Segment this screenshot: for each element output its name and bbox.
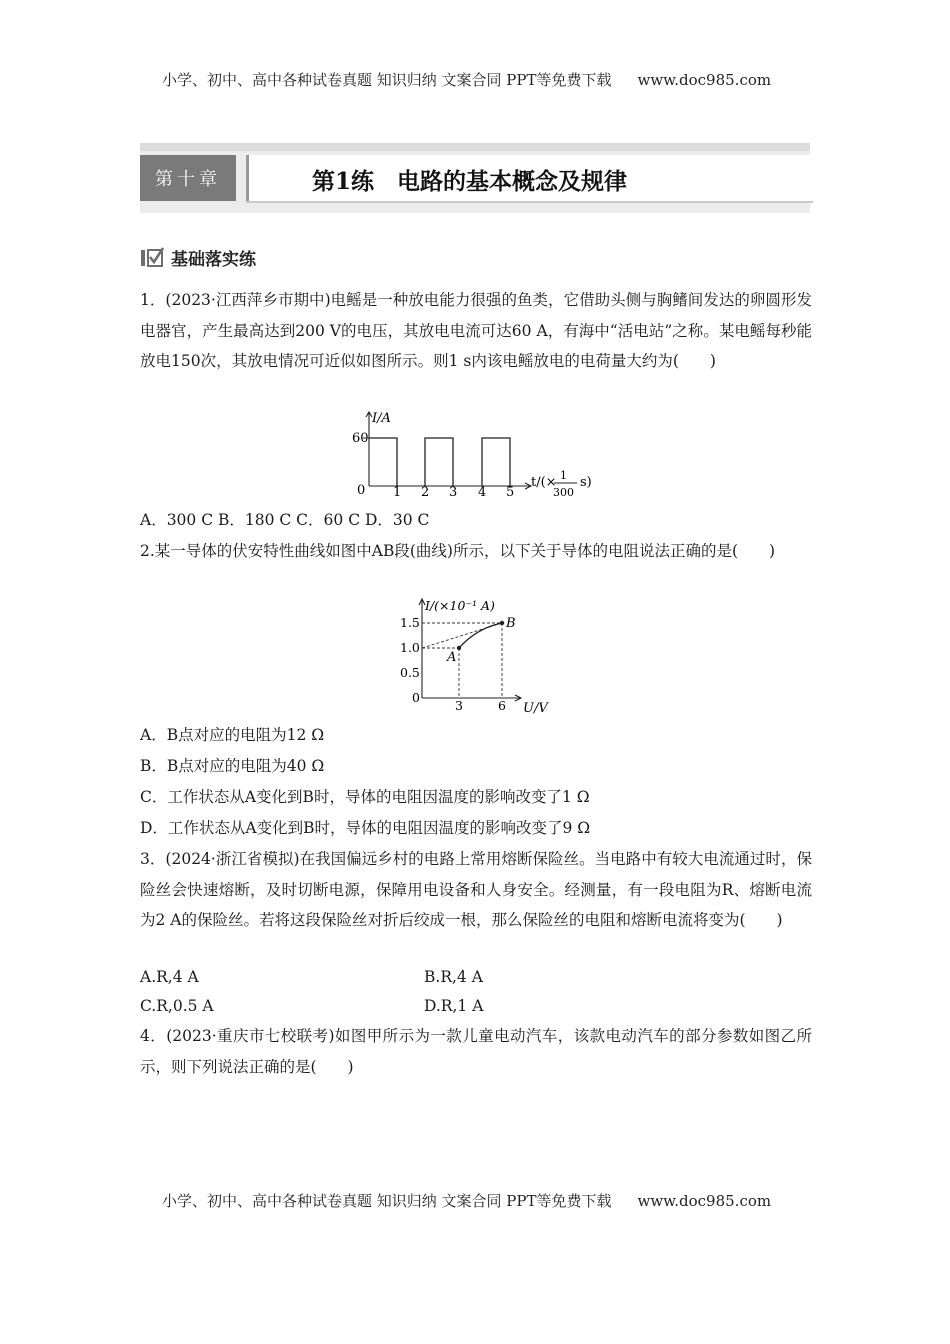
chapter-label: 第十章	[140, 155, 236, 201]
question-2-option-a: A．B点对应的电阻为12 Ω	[140, 726, 325, 744]
y-tick-0-5: 0.5	[400, 665, 420, 680]
y-axis-label: I/(×10⁻¹ A)	[425, 598, 495, 613]
point-a-marker	[457, 646, 461, 650]
curve-ab	[459, 623, 502, 648]
x-tick-6: 6	[498, 698, 506, 713]
section-title: 基础落实练	[171, 250, 256, 270]
question-1-stem: 1．(2023·江西萍乡市期中)电鳐是一种放电能力很强的鱼类，它借助头侧与胸鳍间发达的卵圆形发电器官，产生最高达到200 V的电压，其放电电流可达60 A，有海中“活电站”之称。某电鳐每秒能放电150次，其放电情况可近似如图所示。则1 s内该电鳐放电的电荷量大约为( )	[140, 291, 812, 370]
x-tick-1: 1	[393, 485, 402, 500]
question-3-option-c: C.R,0.5 A	[140, 997, 214, 1015]
question-2-stem: 2.某一导体的伏安特性曲线如图中AB段(曲线)所示，以下关于导体的电阻说法正确的是( )	[140, 542, 776, 560]
question-3-option-d: D.R,1 A	[424, 997, 484, 1015]
pulse-series	[369, 438, 510, 486]
question-1-options: A．300 C B．180 C C．60 C D．30 C	[140, 511, 430, 529]
banner-top-strip	[140, 143, 810, 151]
iv-curve-chart	[395, 594, 555, 718]
x-axis-label-pre: t/(×	[531, 475, 557, 490]
footer-site: www.doc985.com	[637, 1192, 772, 1210]
question-3-option-b: B.R,4 A	[424, 968, 483, 986]
guide-lines	[422, 623, 502, 698]
x-tick-4: 4	[478, 485, 487, 500]
y-tick-1-5: 1.5	[400, 615, 420, 630]
x-tick-5: 5	[506, 485, 515, 500]
question-3-stem: 3．(2024·浙江省模拟)在我国偏远乡村的电路上常用熔断保险丝。当电路中有较大电流通过时，保险丝会快速熔断，及时切断电源，保障用电设备和人身安全。经测量，有一段电阻为R、熔断电流为2 A的保险丝。若将这段保险丝对折后绞成一根，那么保险丝的电阻和熔断电流将变为( )	[140, 850, 812, 929]
y-tick-60: 60	[352, 431, 369, 446]
question-3-option-a: A.R,4 A	[140, 968, 199, 986]
point-b-marker	[500, 621, 504, 625]
y-tick-1-0: 1.0	[400, 640, 420, 655]
page-title: 第1练 电路的基本概念及规律	[312, 168, 628, 195]
point-b-label: B	[506, 616, 516, 631]
pulse-3	[482, 438, 510, 486]
page-footer	[162, 1190, 771, 1211]
x-axis-label: U/V	[523, 701, 548, 716]
header-site: www.doc985.com	[637, 71, 772, 89]
footer-text: 小学、初中、高中各种试卷真题 知识归纳 文案合同 PPT等免费下载	[162, 1192, 612, 1210]
checkbox-icon	[140, 246, 164, 268]
page-header	[162, 69, 771, 90]
question-2-option-b: B．B点对应的电阻为40 Ω	[140, 757, 325, 775]
pulse-1	[369, 438, 397, 486]
point-a-label: A	[447, 650, 457, 665]
question-4-stem: 4．(2023·重庆市七校联考)如图甲所示为一款儿童电动汽车，该款电动汽车的部分参数如图乙所示，则下列说法正确的是( )	[140, 1027, 812, 1076]
origin-label: 0	[357, 483, 366, 498]
current-time-chart	[340, 408, 610, 500]
y-axis-label: I/A	[372, 411, 391, 426]
x-axis-label-den: 300	[553, 486, 574, 499]
origin-label: 0	[412, 690, 420, 705]
header-text: 小学、初中、高中各种试卷真题 知识归纳 文案合同 PPT等免费下载	[162, 71, 612, 89]
question-2-option-c: C．工作状态从A变化到B时，导体的电阻因温度的影响改变了1 Ω	[140, 788, 590, 806]
x-axis-label-post: s)	[580, 475, 592, 490]
question-2-option-d: D．工作状态从A变化到B时，导体的电阻因温度的影响改变了9 Ω	[140, 819, 591, 837]
x-axis-label-num: 1	[560, 469, 567, 482]
x-tick-2: 2	[421, 485, 430, 500]
pulse-2	[425, 438, 453, 486]
x-tick-3: 3	[449, 485, 458, 500]
x-tick-3: 3	[455, 698, 463, 713]
